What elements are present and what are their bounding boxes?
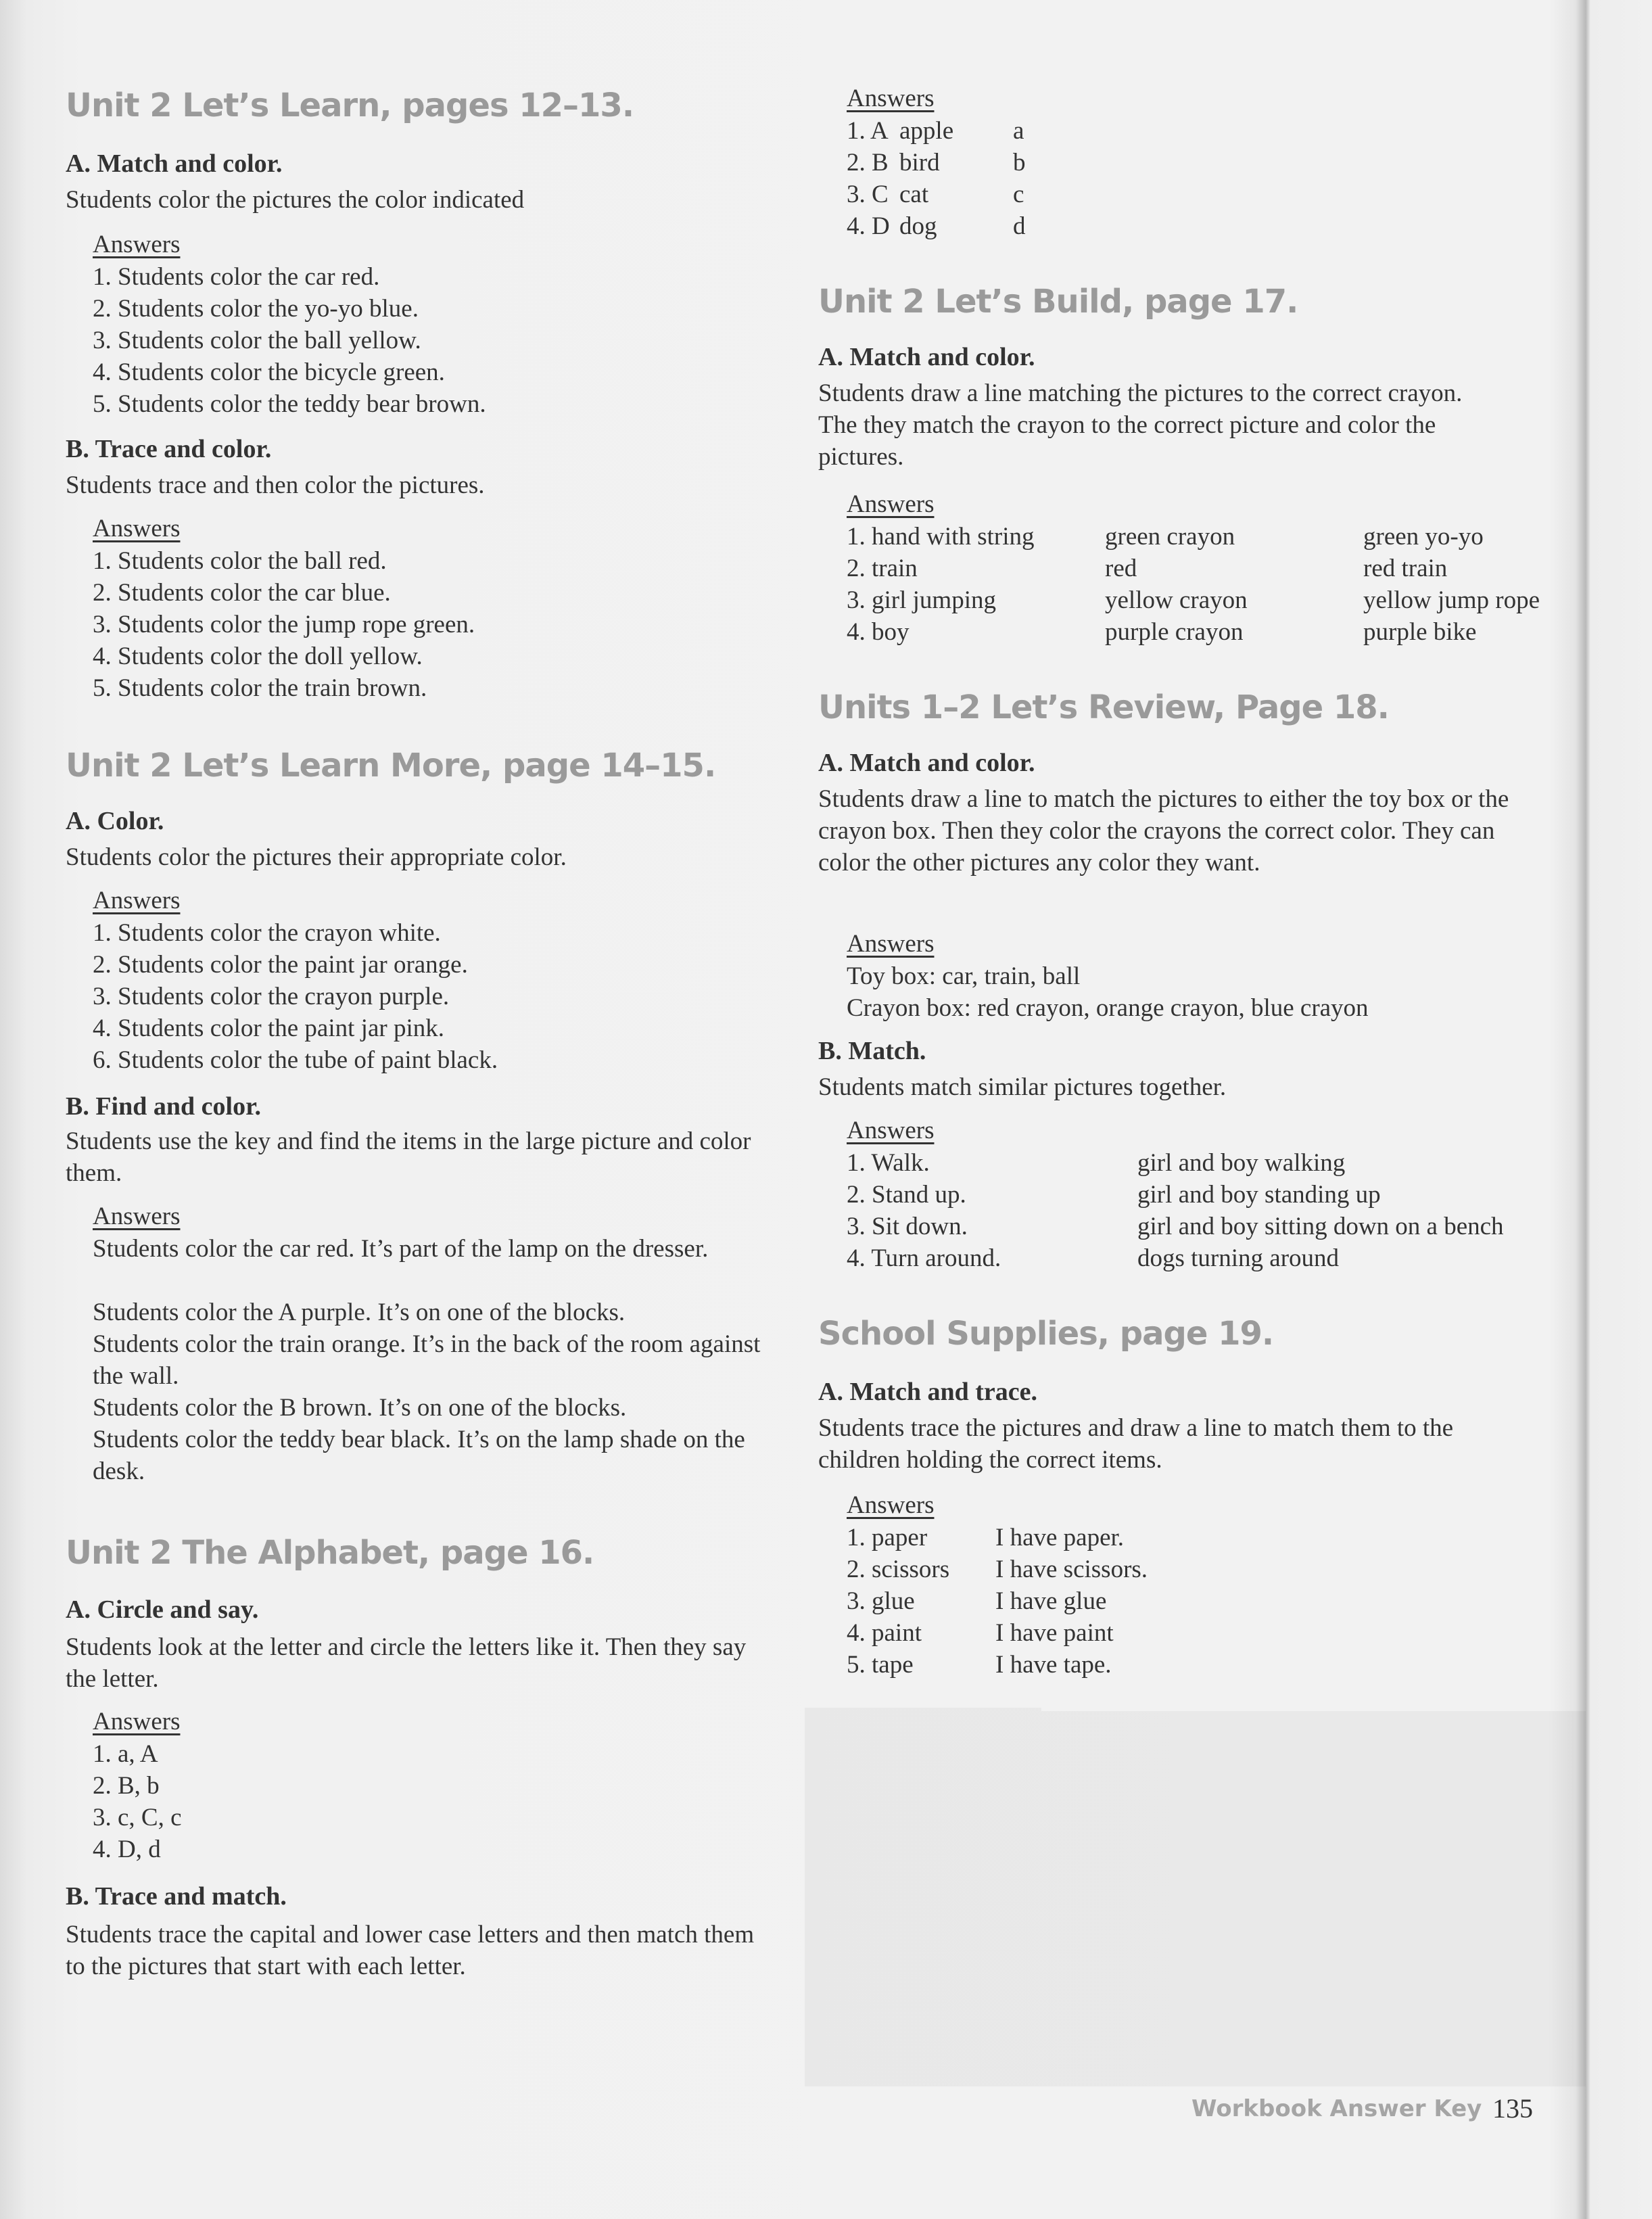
table-cell: 1. paper	[847, 1524, 928, 1551]
section-heading: Unit 2 Let’s Build, page 17.	[818, 283, 1298, 321]
table-cell: green crayon	[1105, 523, 1235, 551]
subsection-title: A. Color.	[66, 807, 164, 835]
answers-table	[847, 521, 1634, 648]
subsection-title: B. Find and color.	[66, 1092, 261, 1121]
answer-item: 4. Students color the doll yellow.	[93, 643, 423, 670]
answers-table	[847, 1147, 1557, 1274]
table-cell: c	[1013, 181, 1024, 208]
answer-item: 1. a, A	[93, 1740, 158, 1768]
table-cell: dog	[899, 212, 937, 240]
answer-item: 6. Students color the tube of paint black.	[93, 1046, 498, 1074]
answer-item: 3. Students color the jump rope green.	[93, 611, 475, 638]
answer-line: Crayon box: red crayon, orange crayon, blue crayon	[847, 994, 1369, 1022]
subsection-description: Students draw a line matching the pictures to the correct crayon. The they match the crayon to the correct picture and color the pictures.	[818, 379, 1463, 471]
answer-item: 4. Students color the bicycle green.	[93, 358, 445, 386]
answer-item: 1. Students color the crayon white.	[93, 919, 441, 947]
table-cell: 4. D	[847, 212, 890, 240]
table-cell: red	[1105, 555, 1137, 582]
answer-line: Toy box: car, train, ball	[847, 962, 1081, 990]
subsection-title: B. Trace and color.	[66, 435, 272, 463]
answer-item: 4. D, d	[93, 1836, 161, 1863]
table-row	[847, 553, 1634, 584]
table-row	[847, 1617, 1266, 1649]
answers-label: Answers	[847, 1117, 935, 1144]
answers-label: Answers	[847, 85, 935, 112]
answers-label: Answers	[93, 887, 181, 914]
table-cell: cat	[899, 181, 929, 208]
table-cell: 1. Walk.	[847, 1149, 930, 1177]
page-number: 135	[1492, 2093, 1533, 2124]
answers-label: Answers	[847, 490, 935, 518]
table-cell: 2. B	[847, 149, 889, 177]
table-row	[847, 1211, 1557, 1242]
subsection-title: A. Match and trace.	[818, 1378, 1037, 1406]
section-heading: School Supplies, page 19.	[818, 1315, 1274, 1353]
answer-paragraph: Students color the train orange. It’s in the back of the room against the wall.	[93, 1330, 761, 1390]
table-row	[847, 115, 1054, 147]
answer-item: 1. Students color the ball red.	[93, 547, 387, 575]
answer-item: 4. Students color the paint jar pink.	[93, 1014, 444, 1042]
bleed-through-box	[1041, 1711, 1586, 2086]
answers-label: Answers	[93, 231, 181, 258]
table-row	[847, 584, 1634, 616]
answers-label: Answers	[93, 1708, 181, 1735]
table-cell: girl and boy walking	[1137, 1149, 1346, 1177]
subsection-description: Students match similar pictures together.	[818, 1073, 1227, 1101]
answer-item: 2. Students color the car blue.	[93, 579, 391, 607]
table-row	[847, 1147, 1557, 1179]
section-heading: Units 1–2 Let’s Review, Page 18.	[818, 688, 1389, 726]
subsection-title: A. Match and color.	[66, 149, 283, 178]
answer-paragraph: Students color the car red. It’s part of the lamp on the dresser.	[93, 1235, 709, 1263]
table-cell: green yo-yo	[1363, 523, 1484, 551]
subsection-description: Students trace the capital and lower case letters and then match them to the pictures that start with each letter.	[66, 1921, 755, 1980]
bleed-through-box	[805, 1708, 1041, 2086]
table-cell: 2. scissors	[847, 1556, 950, 1583]
answer-item: 2. Students color the paint jar orange.	[93, 951, 468, 979]
section-heading: Unit 2 The Alphabet, page 16.	[66, 1534, 594, 1572]
answer-item: 2. B, b	[93, 1772, 160, 1800]
answer-item: 2. Students color the yo-yo blue.	[93, 295, 419, 323]
subsection-title: A. Match and color.	[818, 343, 1035, 371]
section-heading: Unit 2 Let’s Learn, pages 12–13.	[66, 87, 634, 124]
subsection-description: Students use the key and find the items in the large picture and color them.	[66, 1127, 751, 1187]
table-row	[847, 147, 1054, 179]
section-heading: Unit 2 Let’s Learn More, page 14–15.	[66, 747, 716, 785]
table-row	[847, 1554, 1266, 1585]
table-cell: I have glue	[995, 1587, 1107, 1615]
table-row	[847, 179, 1054, 210]
table-cell: a	[1013, 117, 1024, 145]
answers-label: Answers	[93, 1202, 181, 1230]
table-row	[847, 1585, 1266, 1617]
table-cell: purple bike	[1363, 618, 1477, 646]
subsection-title: A. Match and color.	[818, 749, 1035, 777]
subsection-description: Students trace and then color the pictures.	[66, 471, 485, 499]
answers-label: Answers	[93, 515, 181, 542]
table-cell: 4. boy	[847, 618, 910, 646]
table-cell: 1. A	[847, 117, 889, 145]
table-cell: 3. girl jumping	[847, 586, 996, 614]
table-row	[847, 1179, 1557, 1211]
answer-item: 3. c, C, c	[93, 1804, 182, 1831]
subsection-title: A. Circle and say.	[66, 1595, 259, 1624]
table-cell: bird	[899, 149, 940, 177]
subsection-description: Students color the pictures their appropriate color.	[66, 843, 567, 871]
table-cell: 2. train	[847, 555, 918, 582]
table-cell: 3. glue	[847, 1587, 915, 1615]
subsection-description: Students color the pictures the color indicated	[66, 186, 525, 214]
table-cell: 4. Turn around.	[847, 1244, 1001, 1272]
answer-item: 3. Students color the crayon purple.	[93, 983, 450, 1010]
table-cell: I have paper.	[995, 1524, 1125, 1551]
table-row	[847, 1522, 1266, 1554]
answer-item: 5. Students color the train brown.	[93, 674, 427, 702]
subsection-title: B. Trace and match.	[66, 1882, 287, 1911]
table-cell: girl and boy sitting down on a bench	[1137, 1213, 1504, 1240]
table-cell: 4. paint	[847, 1619, 922, 1647]
answer-item: 3. Students color the ball yellow.	[93, 327, 421, 354]
table-cell: apple	[899, 117, 954, 145]
answer-item: 1. Students color the car red.	[93, 263, 380, 291]
table-cell: I have scissors.	[995, 1556, 1148, 1583]
answer-paragraph: Students color the A purple. It’s on one of the blocks.	[93, 1299, 626, 1326]
answer-paragraph: Students color the teddy bear black. It’s on the lamp shade on the desk.	[93, 1426, 745, 1485]
subsection-description: Students trace the pictures and draw a line to match them to the children holding the correct items.	[818, 1414, 1454, 1474]
table-cell: yellow jump rope	[1363, 586, 1540, 614]
table-cell: 3. Sit down.	[847, 1213, 968, 1240]
table-cell: red train	[1363, 555, 1448, 582]
answers-label: Answers	[847, 1491, 935, 1519]
answer-item: 5. Students color the teddy bear brown.	[93, 390, 486, 418]
answer-paragraph: Students color the B brown. It’s on one of the blocks.	[93, 1394, 627, 1422]
table-cell: 5. tape	[847, 1651, 914, 1679]
table-row	[847, 1649, 1266, 1681]
table-cell: 3. C	[847, 181, 889, 208]
answers-label: Answers	[847, 930, 935, 958]
table-cell: girl and boy standing up	[1137, 1181, 1381, 1209]
table-row	[847, 616, 1634, 648]
answers-table	[847, 1522, 1266, 1681]
table-cell: I have tape.	[995, 1651, 1112, 1679]
subsection-description: Students look at the letter and circle the letters like it. Then they say the letter.	[66, 1633, 747, 1693]
table-cell: 2. Stand up.	[847, 1181, 966, 1209]
table-cell: d	[1013, 212, 1026, 240]
table-row	[847, 1242, 1557, 1274]
table-cell: dogs turning around	[1137, 1244, 1340, 1272]
table-cell: 1. hand with string	[847, 523, 1035, 551]
subsection-title: B. Match.	[818, 1037, 926, 1065]
table-row	[847, 210, 1054, 242]
table-cell: yellow crayon	[1105, 586, 1248, 614]
footer-label: Workbook Answer Key	[1191, 2095, 1482, 2122]
table-cell: purple crayon	[1105, 618, 1244, 646]
table-cell: I have paint	[995, 1619, 1114, 1647]
table-row	[847, 521, 1634, 553]
answers-table	[847, 115, 1054, 242]
subsection-description: Students draw a line to match the pictures to either the toy box or the crayon box. Then they color the crayons the correct color. They can color the other pictures any color they want.	[818, 785, 1509, 877]
table-cell: b	[1013, 149, 1026, 177]
